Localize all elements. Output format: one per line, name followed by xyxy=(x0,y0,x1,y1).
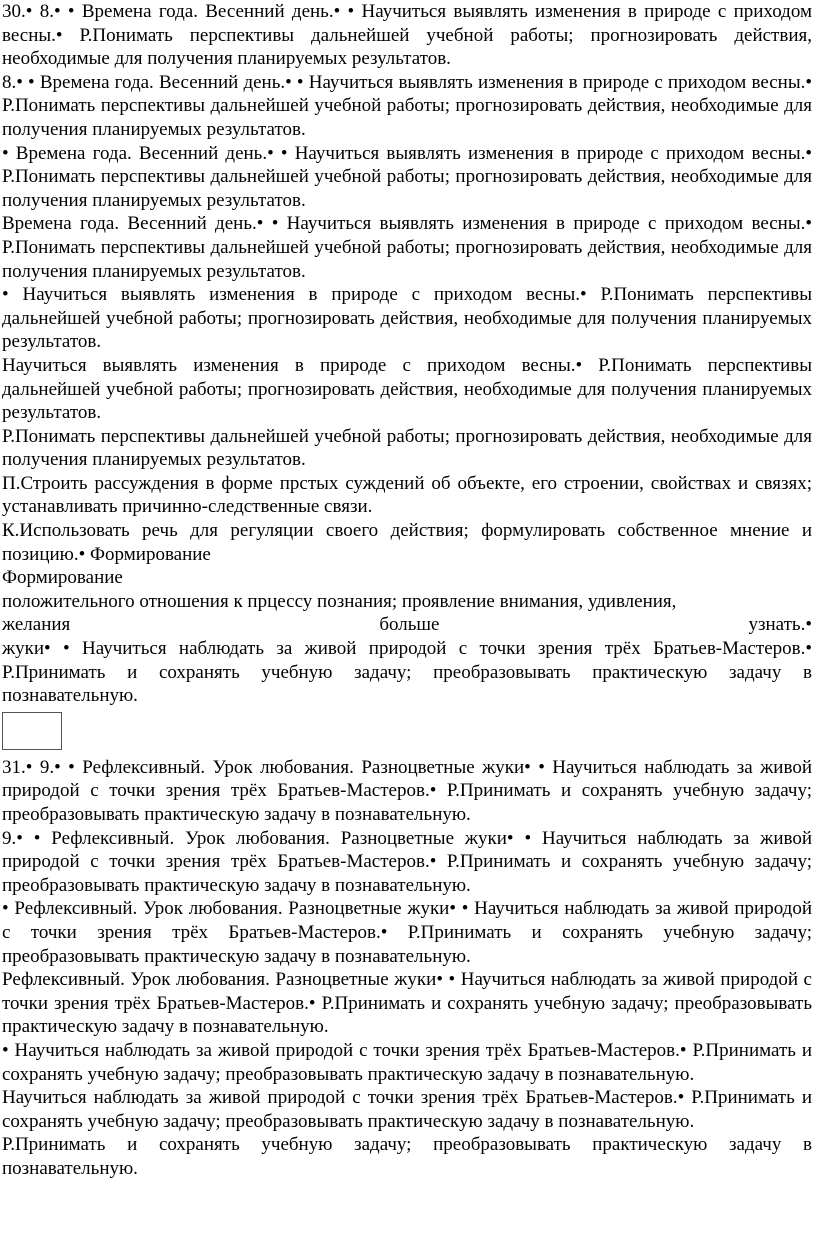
paragraph: Рефлексивный. Урок любования. Разноцветные жуки• • Научиться наблюдать за живой природой с точки зрения трёх Братьев-Мастеров.• Р.Принимать и сохранять учебную задачу; преобразовывать практическую задачу в познавательную. xyxy=(2,969,812,1038)
paragraph: Научиться выявлять изменения в природе с приходом весны.• Р.Понимать перспективы дальнейшей учебной работы; прогнозировать действия, необходимые для получения планируемых результатов. xyxy=(2,354,812,424)
word: желания xyxy=(2,614,71,636)
section-lesson-31 xyxy=(2,756,812,1181)
paragraph: П.Строить рассуждения в форме прстых суждений об объекте, его строении, свойствах и связях; устанавливать причинно-следственные связи. xyxy=(2,472,812,518)
justified-line xyxy=(2,613,812,637)
paragraph: положительного отношения к прцессу познания; проявление внимания, удивления, xyxy=(2,590,677,612)
paragraph: • Научиться наблюдать за живой природой с точки зрения трёх Братьев-Мастеров.• Р.Принимать и сохранять учебную задачу; преобразовывать практическую задачу в познавательную. xyxy=(2,1039,812,1085)
paragraph: Р.Понимать перспективы дальнейшей учебной работы; прогнозировать действия, необходимые для получения планируемых результатов. xyxy=(2,425,812,471)
section-lesson-30 xyxy=(2,0,812,708)
word: больше xyxy=(379,614,440,636)
paragraph: • Рефлексивный. Урок любования. Разноцветные жуки• • Научиться наблюдать за живой природой с точки зрения трёх Братьев-Мастеров.• Р.Принимать и сохранять учебную задачу; преобразовывать практическую задачу в познавательную. xyxy=(2,898,812,967)
paragraph: К.Использовать речь для регуляции своего действия; формулировать собственное мнение и позицию.• Формирование xyxy=(2,520,812,565)
paragraph: 9.• • Рефлексивный. Урок любования. Разноцветные жуки• • Научиться наблюдать за живой природой с точки зрения трёх Братьев-Мастеров.• Р.Принимать и сохранять учебную задачу; преобразовывать практическую задачу в познавательную. xyxy=(2,827,812,896)
paragraph: 31.• 9.• • Рефлексивный. Урок любования. Разноцветные жуки• • Научиться наблюдать за живой природой с точки зрения трёх Братьев-Мастеров.• Р.Принимать и сохранять учебную задачу; преобразовывать практическую задачу в познавательную. xyxy=(2,756,812,825)
empty-table-cell xyxy=(2,712,62,750)
paragraph: Формирование xyxy=(2,567,123,589)
paragraph: Научиться наблюдать за живой природой с точки зрения трёх Братьев-Мастеров.• Р.Принимать и сохранять учебную задачу; преобразовывать практическую задачу в познавательную. xyxy=(2,1087,812,1132)
paragraph: Времена года. Весенний день.• • Научиться выявлять изменения в природе с приходом весны.• Р.Понимать перспективы дальнейшей учебной работы; прогнозировать действия, необходимые для получения планируемых результатов. xyxy=(2,213,812,282)
paragraph: 30.• 8.• • Времена года. Весенний день.• • Научиться выявлять изменения в природе с приходом весны.• Р.Понимать перспективы дальнейшей учебной работы; прогнозировать действия, необходимые для получения планируемых результатов. xyxy=(2,1,812,70)
paragraph: Р.Принимать и сохранять учебную задачу; преобразовывать практическую задачу в познавательную. xyxy=(2,1134,812,1179)
paragraph: 8.• • Времена года. Весенний день.• • Научиться выявлять изменения в природе с приходом весны.• Р.Понимать перспективы дальнейшей учебной работы; прогнозировать действия, необходимые для получения планируемых результатов. xyxy=(2,71,812,140)
word: узнать.• xyxy=(748,614,812,636)
paragraph: • Времена года. Весенний день.• • Научиться выявлять изменения в природе с приходом весны.• Р.Понимать перспективы дальнейшей учебной работы; прогнозировать действия, необходимые для получения планируемых результатов. xyxy=(2,142,812,211)
paragraph: жуки• • Научиться наблюдать за живой природой с точки зрения трёх Братьев-Мастеров.• Р.Принимать и сохранять учебную задачу; преобразовывать практическую задачу в познавательную. xyxy=(2,638,812,707)
paragraph: • Научиться выявлять изменения в природе с приходом весны.• Р.Понимать перспективы дальнейшей учебной работы; прогнозировать действия, необходимые для получения планируемых результатов. xyxy=(2,284,812,353)
